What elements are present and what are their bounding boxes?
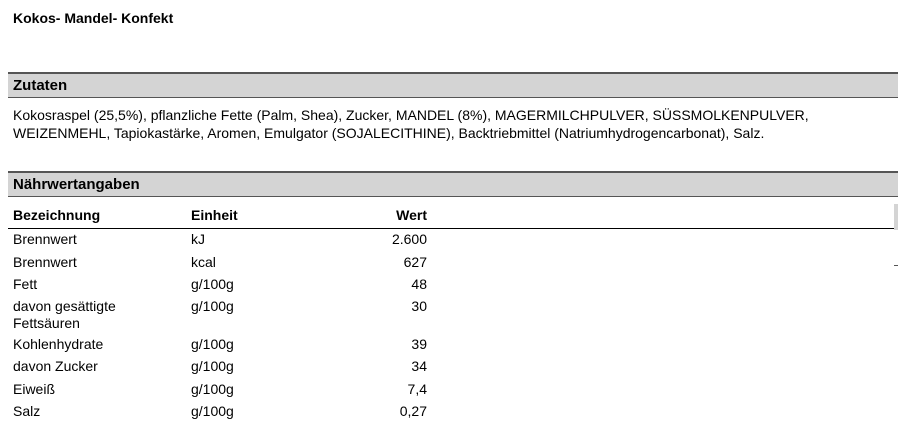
row-value: 0,27 bbox=[399, 403, 427, 419]
row-unit: g/100g bbox=[191, 276, 234, 292]
ingredients-header bbox=[8, 72, 898, 98]
nutrition-header bbox=[8, 171, 898, 197]
table-edge-tick bbox=[894, 265, 898, 266]
column-header-unit: Einheit bbox=[191, 207, 238, 223]
table-row bbox=[8, 276, 898, 298]
row-value: 627 bbox=[403, 254, 427, 270]
column-header-name: Bezeichnung bbox=[13, 207, 101, 223]
row-value: 7,4 bbox=[407, 381, 427, 397]
nutrition-table bbox=[8, 204, 898, 434]
row-value: 48 bbox=[411, 276, 427, 292]
nutrition-heading: Nährwertangaben bbox=[13, 176, 140, 193]
table-row bbox=[8, 336, 898, 358]
table-row bbox=[8, 254, 898, 276]
row-value: 2.600 bbox=[391, 231, 427, 247]
row-name: davon gesättigte Fettsäuren bbox=[13, 298, 116, 331]
table-edge-decoration bbox=[894, 204, 898, 230]
row-unit: g/100g bbox=[191, 403, 234, 419]
row-name: Salz bbox=[13, 403, 41, 419]
row-name: Brennwert bbox=[13, 231, 77, 247]
table-row bbox=[8, 298, 898, 336]
row-name: Kohlenhydrate bbox=[13, 336, 104, 352]
row-unit: g/100g bbox=[191, 298, 234, 314]
ingredients-heading: Zutaten bbox=[13, 77, 68, 94]
row-name: Brennwert bbox=[13, 254, 77, 270]
row-value: 30 bbox=[411, 298, 427, 314]
column-header-value: Wert bbox=[396, 207, 427, 223]
row-name: Eiweiß bbox=[13, 381, 56, 397]
product-title: Kokos- Mandel- Konfekt bbox=[13, 10, 174, 26]
row-unit: kJ bbox=[191, 231, 205, 247]
row-unit: g/100g bbox=[191, 358, 234, 374]
table-row bbox=[8, 231, 898, 253]
nutrition-table-header bbox=[8, 204, 898, 229]
table-row bbox=[8, 381, 898, 403]
row-name: davon Zucker bbox=[13, 358, 98, 374]
row-unit: kcal bbox=[191, 254, 216, 270]
row-value: 39 bbox=[411, 336, 427, 352]
table-row bbox=[8, 358, 898, 380]
table-row bbox=[8, 403, 898, 425]
ingredients-text: Kokosraspel (25,5%), pflanzliche Fette (Palm, Shea), Zucker, MANDEL (8%), MAGERMILCHPULVER, SÜSSMOLKENPULVER, WEIZENMEHL, Tapiokastärke, Aromen, Emulgator (SOJALECITHINE), Backtriebmittel (Natriumhydrogencarbonat), Salz. bbox=[13, 107, 809, 141]
row-name: Fett bbox=[13, 276, 38, 292]
row-unit: g/100g bbox=[191, 381, 234, 397]
row-unit: g/100g bbox=[191, 336, 234, 352]
row-value: 34 bbox=[411, 358, 427, 374]
